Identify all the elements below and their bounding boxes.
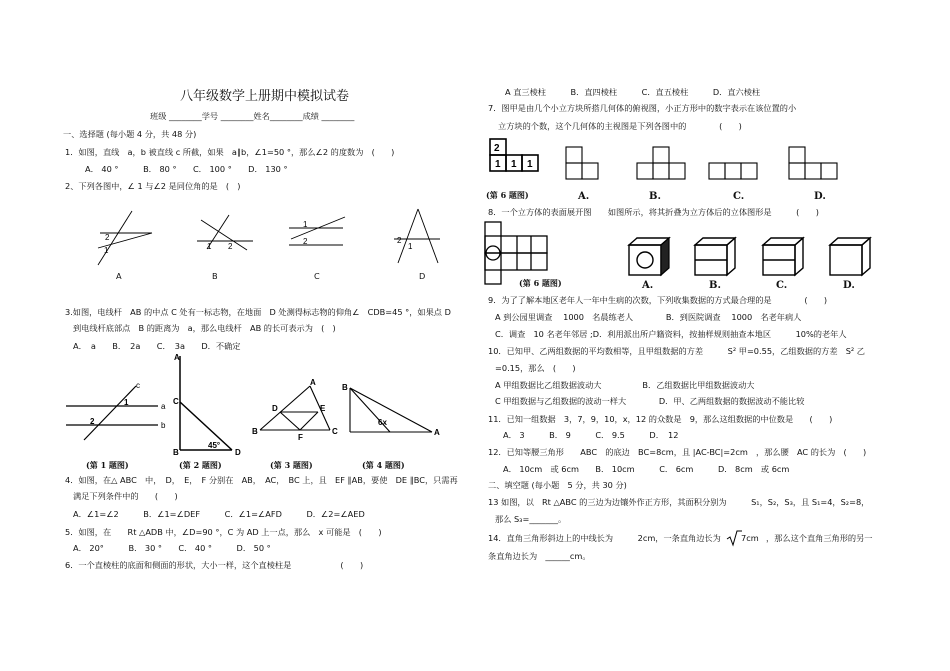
q2-stem: 2、下列各图中，∠ 1 与∠2 是同位角的是 ( ) xyxy=(65,181,241,191)
svg-text:2: 2 xyxy=(105,233,110,242)
fig3-label-a: A xyxy=(310,378,316,387)
fig4-label-b: B xyxy=(342,383,348,392)
q12-options: A． 10cm 或 6cm B． 10cm C． 6cm D． 8cm 或 6cm xyxy=(503,464,790,474)
fig1-label-2: 2 xyxy=(90,417,95,426)
q7-choice-d[interactable]: D. xyxy=(814,191,826,202)
q7-grid-num-4: 1 xyxy=(527,159,533,170)
q7-choice-a[interactable]: A. xyxy=(578,191,590,202)
q3-options: A． a B． 2a C． 3a D．不确定 xyxy=(73,341,241,351)
q7-line2: 立方块的个数，这个几何体的主视图是下列各图中的 ( ) xyxy=(498,121,742,131)
q10-line2: =0.15，那么 ( ) xyxy=(495,363,576,373)
fig4-label-angle: 6x xyxy=(378,418,387,427)
q2-label-a: A xyxy=(116,271,122,281)
q14-line2: 条直角边长为 ______cm。 xyxy=(488,551,591,561)
fig2-label-angle: 45° xyxy=(208,441,221,450)
q8-choice-b[interactable]: B. xyxy=(709,280,721,291)
q1-stem: 1．如图，直线 a，b 被直线 c 所截，如果 a∥b，∠1=50 °，那么∠2 的度数为 ( ) xyxy=(65,147,395,157)
fig3-label-b: B xyxy=(252,427,258,436)
section-heading-fill: 二、填空题 (每小题 5 分，共 30 分) xyxy=(488,480,627,490)
caption-fig2: (第 2 题图) xyxy=(179,460,222,470)
caption-fig3: (第 3 题图) xyxy=(270,460,313,470)
q9-stem: 9．为了了解本地区老年人一年中生病的次数，下列收集数据的方式最合理的是 ( ) xyxy=(488,295,828,305)
q8-caption: (第 6 题图) xyxy=(519,278,562,288)
svg-text:2: 2 xyxy=(228,242,233,251)
fig2-label-c: C xyxy=(173,397,179,406)
caption-fig1: (第 1 题图) xyxy=(86,460,129,470)
q5-stem: 5．如图，在 Rt △ADB 中，∠D=90 °，C 为 AD 上一点，那么 x 可能是 ( ) xyxy=(65,527,382,537)
fig-q3-triangle xyxy=(252,378,342,448)
q10-option-cd: C 甲组数据与乙组数据的波动一样大 D．甲、乙两组数据的数据波动不能比较 xyxy=(495,396,805,406)
q8-choice-d[interactable]: D. xyxy=(843,280,855,291)
q4-line1: 4．如图，在△ ABC 中， D， E， F 分别在 AB， AC， BC 上，且 EF ∥AB，要使 DE ∥BC，只需再 xyxy=(65,475,458,485)
q14-line1-end: ，那么这个直角三角形的另一 xyxy=(766,533,873,543)
q13-line2: 那么 S₃=_______。 xyxy=(495,514,567,524)
exam-title: 八年级数学上册期中模拟试卷 xyxy=(180,89,350,104)
fig-q2-pole xyxy=(172,352,252,457)
q8-choice-a-figure xyxy=(627,237,672,282)
q2-label-b: B xyxy=(212,271,218,281)
q4-line2: 满足下列条件中的 ( ) xyxy=(73,491,178,501)
fig2-label-a: A xyxy=(174,353,180,362)
q10-option-ab: A 甲组数据比乙组数据波动大 B．乙组数据比甲组数据波动大 xyxy=(495,380,755,390)
q8-stem: 8．一个立方体的表面展开图 如图所示，将其折叠为立方体后的立体图形是 ( ) xyxy=(488,207,819,217)
q1-options: A． 40 ° B． 80 ° C． 100 ° D． 130 ° xyxy=(85,164,288,174)
q12-stem: 12．已知等腰三角形 ABC 的底边 BC=8cm，且 |AC-BC|=2cm ，那么腰 AC 的长为 ( ) xyxy=(488,447,867,457)
student-info-line: 班级 ________学号 ________姓名________成绩 ________ xyxy=(150,111,355,121)
q7-choice-c-figure xyxy=(708,146,768,186)
fig4-label-a: A xyxy=(434,428,440,437)
fig3-label-e: E xyxy=(320,404,326,413)
q2-label-d: D xyxy=(419,271,426,281)
q7-choice-b[interactable]: B. xyxy=(649,191,661,202)
q8-choice-c[interactable]: C. xyxy=(776,280,788,291)
q5-options: A． 20° B． 30 ° C． 40 ° D． 50 ° xyxy=(73,543,271,553)
q9-option-cd: C．调查 10 名老年邻居 ;D．利用派出所户籍资料，按抽样规则抽查本地区 10%的老年人 xyxy=(495,329,847,339)
q7-choice-a-figure xyxy=(565,146,605,186)
q7-top-view-grid xyxy=(488,137,558,192)
caption-fig4: (第 4 题图) xyxy=(362,460,405,470)
fig3-label-d: D xyxy=(272,404,278,413)
fig1-label-b: b xyxy=(161,421,166,430)
section-heading-choice: 一、选择题 (每小题 4 分，共 48 分) xyxy=(63,129,197,139)
q7-choice-b-figure xyxy=(636,146,696,186)
q9-option-ab: A 到公园里调查 1000 名晨练老人 B．到医院调查 1000 名老年病人 xyxy=(495,312,802,322)
q11-options: A． 3 B． 9 C． 9.5 D． 12 xyxy=(503,430,679,440)
q7-choice-d-figure xyxy=(788,146,848,186)
svg-text:2: 2 xyxy=(397,236,402,245)
fig2-label-d: D xyxy=(235,448,241,457)
fig2-label-b: B xyxy=(173,448,179,457)
q14-line1-start: 14．直角三角形斜边上的中线长为 2cm，一条直角边长为 xyxy=(488,533,721,543)
q11-stem: 11．已知一组数据 3，7，9，10，x，12 的众数是 9，那么这组数据的中位数是 ( ) xyxy=(488,414,833,424)
q7-line1: 7．图甲是由几个小立方块所搭几何体的俯视图，小正方形中的数字表示在该位置的小 xyxy=(488,103,797,113)
q8-choice-d-figure xyxy=(828,237,873,282)
q2-label-c: C xyxy=(314,271,320,281)
fig1-label-c: c xyxy=(136,381,140,390)
fig-q1-parallel-lines xyxy=(66,380,176,450)
svg-text:1: 1 xyxy=(303,220,308,229)
q7-grid-num-2: 1 xyxy=(495,159,501,170)
q10-line1: 10．已知甲、乙两组数据的平均数相等，且甲组数据的方差 S² 甲=0.55，乙组数据的方差 S² 乙 xyxy=(488,346,865,356)
fig-q4-right-triangle xyxy=(340,380,450,450)
q4-options: A．∠1=∠2 B．∠1=∠DEF C．∠1=∠AFD D．∠2=∠AED xyxy=(73,509,365,519)
q3-line2: 到电线杆底部点 B 的距离为 a，那么电线杆 AB 的长可表示为 ( ) xyxy=(73,323,336,333)
q7-grid-num-3: 1 xyxy=(511,159,517,170)
fig1-label-1: 1 xyxy=(124,398,129,407)
fig1-label-a: a xyxy=(161,402,166,411)
sqrt-sign-icon xyxy=(726,530,742,546)
svg-text:1: 1 xyxy=(207,242,212,251)
q8-choice-b-figure xyxy=(693,237,738,282)
q7-caption: (第 6 题图) xyxy=(486,190,529,200)
q8-choice-c-figure xyxy=(761,237,806,282)
q3-line1: 3.如图，电线杆 AB 的中点 C 处有一标志物，在地面 D 处测得标志物的仰角∠ CDB=45 °，如果点 D xyxy=(65,307,451,317)
svg-text:1: 1 xyxy=(104,246,109,255)
svg-text:2: 2 xyxy=(303,237,308,246)
q13-line1: 13 如图，以 Rt △ABC 的三边为边镶外作正方形，其面积分别为 S₁，S₂，S₃，且 S₁=4，S₂=8， xyxy=(488,497,870,507)
fig3-label-c: C xyxy=(332,427,338,436)
q7-grid-num-1: 2 xyxy=(494,143,500,154)
fig3-label-f: F xyxy=(298,433,303,442)
svg-text:1: 1 xyxy=(408,242,413,251)
q2-figure-a xyxy=(92,203,162,283)
q7-choice-c[interactable]: C. xyxy=(733,191,745,202)
q8-choice-a[interactable]: A. xyxy=(642,280,654,291)
q14-sqrt-argument: 7cm xyxy=(741,533,759,543)
q6-stem: 6．一个直棱柱的底面和侧面的形状，大小一样，这个直棱柱是 ( ) xyxy=(65,560,364,570)
q2-figure-b xyxy=(193,203,263,283)
q6-options: A 直三棱柱 B．直四棱柱 C．直五棱柱 D．直六棱柱 xyxy=(505,87,761,97)
